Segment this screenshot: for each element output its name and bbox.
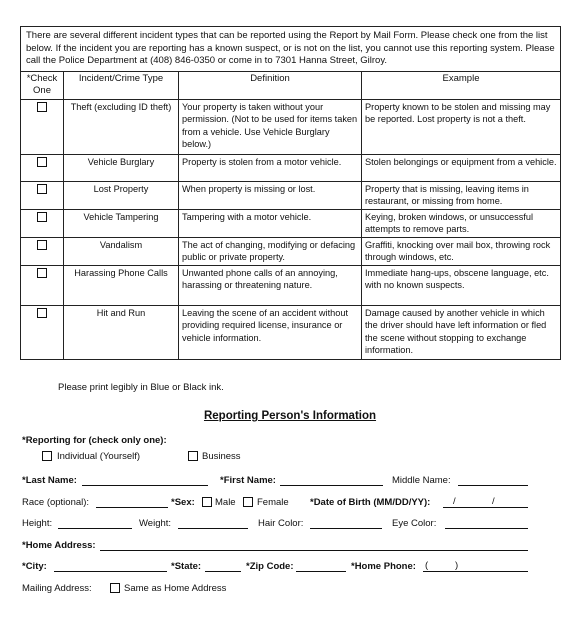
header-check-one: *Check One xyxy=(21,71,64,99)
state-field[interactable] xyxy=(205,571,241,572)
incident-type: Vandalism xyxy=(64,237,179,265)
header-example: Example xyxy=(362,71,561,99)
city-field[interactable] xyxy=(54,571,167,572)
male-checkbox[interactable] xyxy=(202,497,212,507)
sex-label: *Sex: xyxy=(171,497,195,508)
harassing-calls-checkbox[interactable] xyxy=(37,268,47,278)
weight-label: Weight: xyxy=(139,518,172,529)
incident-definition: Leaving the scene of an accident without providing required license, insurance or vehicle information. xyxy=(179,305,362,359)
intro-text: There are several different incident types that can be reported using the Report by Mail Form. Please check one from the list below. If the incident you are reporting has a known suspect, or is not on the list, you cannot use this reporting system. Please call the Police Department at (408) 846-0350 or come in to 7301 Hanna Street, Gilroy. xyxy=(21,27,561,72)
state-label: *State: xyxy=(171,561,202,572)
ink-note: Please print legibly in Blue or Black ink. xyxy=(58,382,224,393)
last-name-label: *Last Name: xyxy=(22,475,77,486)
incident-example: Graffiti, knocking over mail box, throwing rock through windows, etc. xyxy=(362,237,561,265)
middle-name-label: Middle Name: xyxy=(392,475,451,486)
header-definition: Definition xyxy=(179,71,362,99)
last-name-field[interactable] xyxy=(82,485,208,486)
phone-paren-close: ) xyxy=(455,560,459,571)
dob-field[interactable] xyxy=(443,507,528,508)
city-label: *City: xyxy=(22,561,47,572)
mailing-address-label: Mailing Address: xyxy=(22,583,92,594)
vehicle-tampering-checkbox[interactable] xyxy=(37,212,47,222)
home-address-label: *Home Address: xyxy=(22,540,96,551)
incident-definition: Unwanted phone calls of an annoying, harassing or threatening nature. xyxy=(179,265,362,305)
home-address-field[interactable] xyxy=(100,550,528,551)
zip-field[interactable] xyxy=(296,571,346,572)
incident-type: Harassing Phone Calls xyxy=(64,265,179,305)
first-name-label: *First Name: xyxy=(220,475,276,486)
dob-label: *Date of Birth (MM/DD/YY): xyxy=(310,497,431,508)
incident-type: Hit and Run xyxy=(64,305,179,359)
incident-example: Keying, broken windows, or unsuccessful attempts to remove parts. xyxy=(362,209,561,237)
incident-type: Lost Property xyxy=(64,181,179,209)
incident-definition: When property is missing or lost. xyxy=(179,181,362,209)
race-label: Race (optional): xyxy=(22,497,90,508)
theft-checkbox[interactable] xyxy=(37,102,47,112)
race-field[interactable] xyxy=(96,507,168,508)
vehicle-burglary-checkbox[interactable] xyxy=(37,157,47,167)
incident-type: Vehicle Tampering xyxy=(64,209,179,237)
incident-definition: Property is stolen from a motor vehicle. xyxy=(179,154,362,181)
eye-color-label: Eye Color: xyxy=(392,518,437,529)
weight-field[interactable] xyxy=(178,528,248,529)
first-name-field[interactable] xyxy=(280,485,383,486)
dob-slash: / xyxy=(453,496,456,507)
incident-definition: Tampering with a motor vehicle. xyxy=(179,209,362,237)
incident-example: Property that is missing, leaving items in restaurant, or missing from home. xyxy=(362,181,561,209)
vandalism-checkbox[interactable] xyxy=(37,240,47,250)
reporting-for-label: *Reporting for (check only one): xyxy=(22,435,167,446)
incident-example: Immediate hang-ups, obscene language, etc. with no known suspects. xyxy=(362,265,561,305)
table-row xyxy=(21,181,561,209)
section-title: Reporting Person's Information xyxy=(203,410,377,422)
table-row xyxy=(21,237,561,265)
hit-and-run-checkbox[interactable] xyxy=(37,308,47,318)
incident-example: Property known to be stolen and missing may be reported. Lost property is not a theft. xyxy=(362,99,561,154)
female-checkbox[interactable] xyxy=(243,497,253,507)
table-row xyxy=(21,154,561,181)
height-field[interactable] xyxy=(58,528,132,529)
incident-example: Damage caused by another vehicle in which the driver should have left information or fled the scene without stopping to exchange information. xyxy=(362,305,561,359)
male-label: Male xyxy=(215,497,236,508)
zip-label: *Zip Code: xyxy=(246,561,294,572)
incident-type-table xyxy=(20,26,561,360)
eye-color-field[interactable] xyxy=(445,528,528,529)
same-as-home-label: Same as Home Address xyxy=(124,583,227,594)
incident-definition: Your property is taken without your permission. (Not to be used for items taken from a vehicle. Use Vehicle Burglary below.) xyxy=(179,99,362,154)
business-label: Business xyxy=(202,451,241,462)
home-phone-field[interactable] xyxy=(423,571,528,572)
incident-type: Theft (excluding ID theft) xyxy=(64,99,179,154)
business-checkbox[interactable] xyxy=(188,451,198,461)
lost-property-checkbox[interactable] xyxy=(37,184,47,194)
female-label: Female xyxy=(257,497,289,508)
phone-paren-open: ( xyxy=(425,560,429,571)
middle-name-field[interactable] xyxy=(458,485,528,486)
dob-slash: / xyxy=(492,496,495,507)
table-row xyxy=(21,209,561,237)
incident-type: Vehicle Burglary xyxy=(64,154,179,181)
individual-label: Individual (Yourself) xyxy=(57,451,141,462)
individual-checkbox[interactable] xyxy=(42,451,52,461)
height-label: Height: xyxy=(22,518,53,529)
hair-color-field[interactable] xyxy=(310,528,382,529)
home-phone-label: *Home Phone: xyxy=(351,561,416,572)
table-row xyxy=(21,99,561,154)
incident-definition: The act of changing, modifying or defacing public or private property. xyxy=(179,237,362,265)
table-row xyxy=(21,265,561,305)
incident-sheet xyxy=(20,26,560,360)
header-incident-type: Incident/Crime Type xyxy=(64,71,179,99)
hair-color-label: Hair Color: xyxy=(258,518,304,529)
incident-example: Stolen belongings or equipment from a vehicle. xyxy=(362,154,561,181)
table-row xyxy=(21,305,561,359)
same-as-home-checkbox[interactable] xyxy=(110,583,120,593)
